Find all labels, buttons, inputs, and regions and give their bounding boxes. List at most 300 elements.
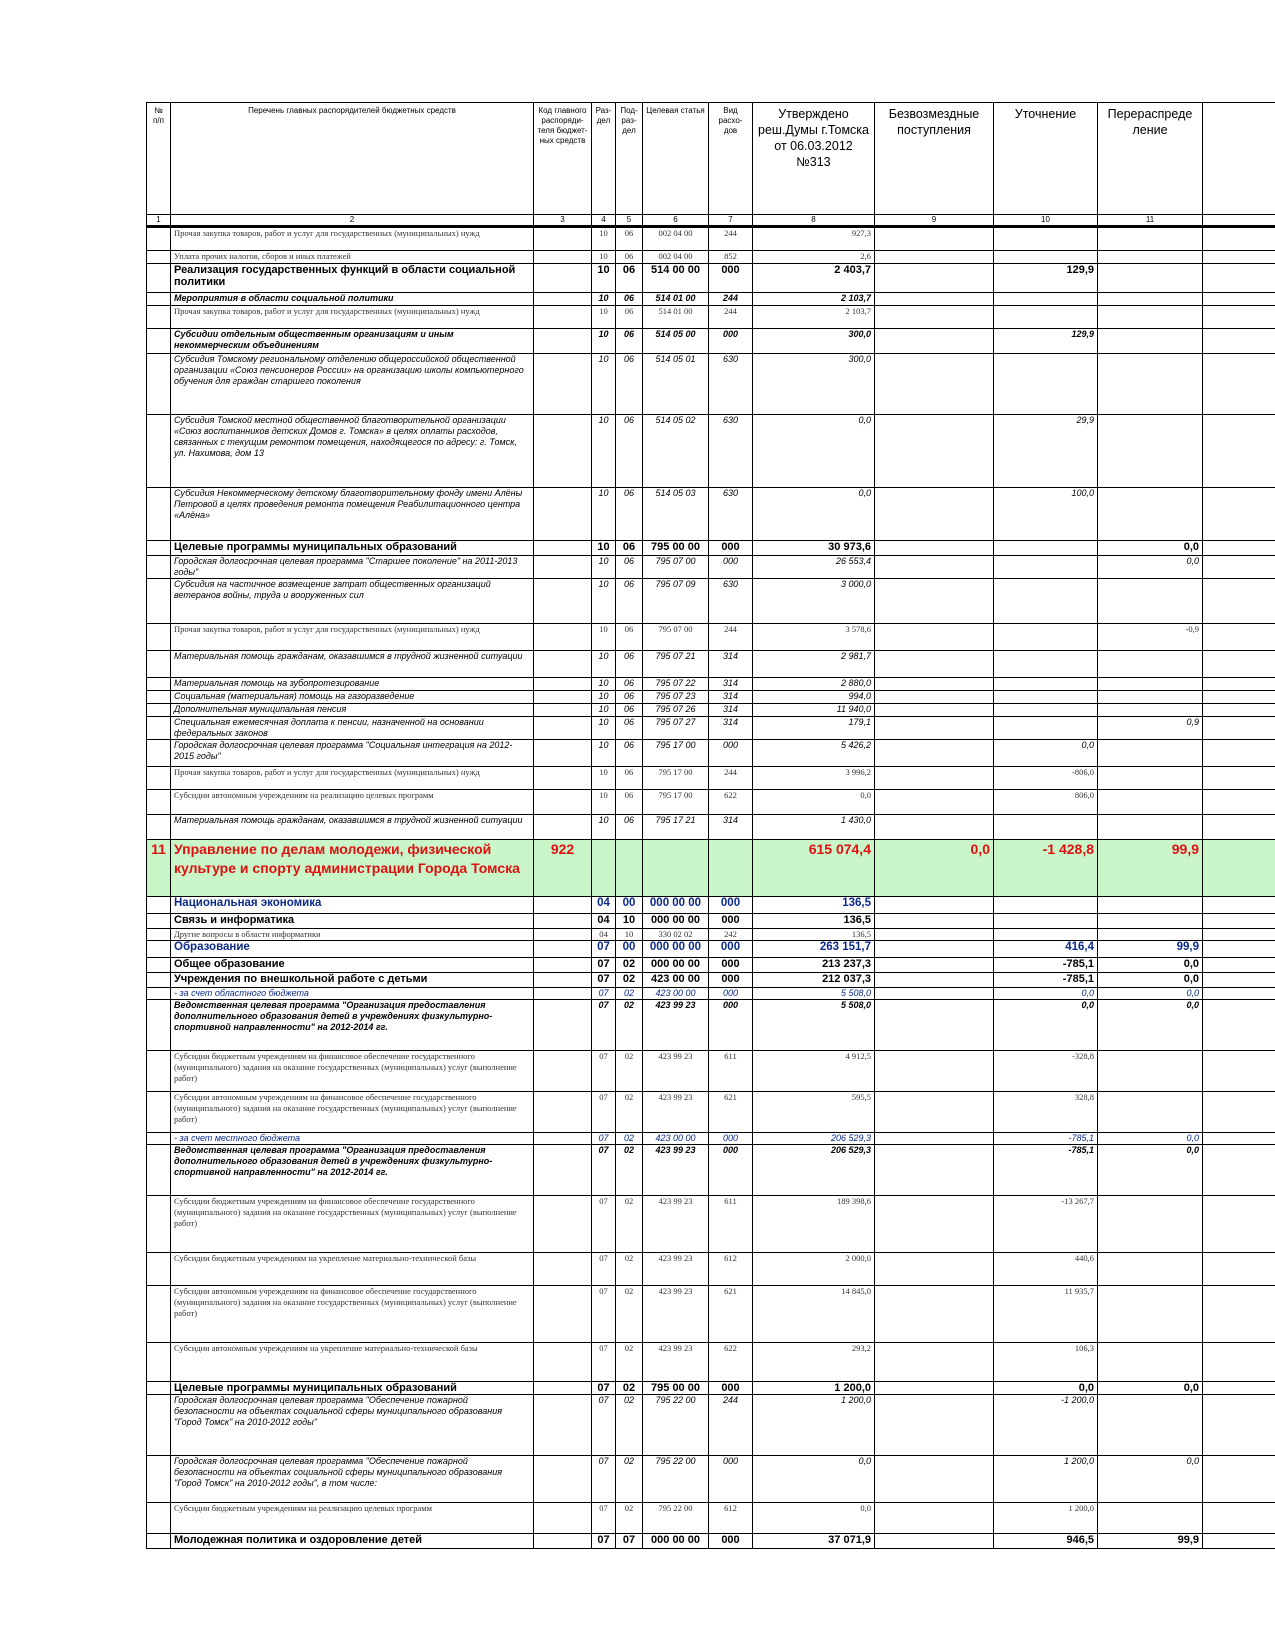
cell-celevaya: 795 17 00 <box>643 740 709 767</box>
cell-utverzhdeno: 0,0 <box>753 1503 875 1534</box>
cell-bezvozmezd <box>875 1382 994 1395</box>
cell-pereraspred: 0,0 <box>1098 958 1203 973</box>
cell-extra <box>1203 1133 1275 1145</box>
cell-num <box>147 973 171 988</box>
cell-vid: 622 <box>709 790 753 815</box>
cell-extra <box>1203 293 1275 306</box>
cell-num <box>147 1000 171 1051</box>
cell-razdel: 07 <box>592 1092 616 1133</box>
cell-pereraspred <box>1098 678 1203 691</box>
cell-pereraspred: 0,0 <box>1098 1456 1203 1503</box>
cell-name: Субсидия Некоммерческому детскому благотворительному фонду имени Алёны Петровой в целях проведения ремонта помещения Реабилитационного центра «Алёна» <box>171 488 534 541</box>
cell-extra <box>1203 329 1275 354</box>
cell-podrazdel: 02 <box>616 1051 643 1092</box>
cell-name: Связь и информатика <box>171 914 534 929</box>
cell-extra <box>1203 840 1275 897</box>
cell-name: Прочая закупка товаров, работ и услуг для государственных (муниципальных) нужд <box>171 306 534 329</box>
cell-utochnenie: 416,4 <box>994 941 1098 958</box>
cell-num: 11 <box>147 840 171 897</box>
cell-bezvozmezd <box>875 651 994 678</box>
cell-bezvozmezd <box>875 929 994 941</box>
cell-name: Ведомственная целевая программа "Организация предоставления дополнительного образования детей в учреждениях физкультурно-спортивной направленности" на 2012-2014 гг. <box>171 1145 534 1196</box>
cell-celevaya: 795 22 00 <box>643 1503 709 1534</box>
cell-pereraspred: 0,0 <box>1098 1000 1203 1051</box>
cell-vid: 852 <box>709 251 753 264</box>
cell-pereraspred: 99,9 <box>1098 1534 1203 1549</box>
cell-vid: 314 <box>709 651 753 678</box>
cell-bezvozmezd <box>875 251 994 264</box>
cell-celevaya: 795 07 22 <box>643 678 709 691</box>
table-row <box>147 1343 1275 1382</box>
cell-utochnenie: 29,9 <box>994 415 1098 488</box>
cell-kod <box>534 488 592 541</box>
cell-pereraspred: 0,0 <box>1098 1133 1203 1145</box>
cell-name: Городская долгосрочная целевая программа "Социальная интеграция на 2012-2015 годы" <box>171 740 534 767</box>
table-row <box>147 293 1275 306</box>
header-bezvozmezd: Безвозмездные поступления <box>875 103 994 215</box>
cell-kod <box>534 1133 592 1145</box>
cell-bezvozmezd <box>875 958 994 973</box>
cell-pereraspred <box>1098 767 1203 790</box>
header-razdel: Раз-дел <box>592 103 616 215</box>
cell-pereraspred <box>1098 1286 1203 1343</box>
cell-razdel: 04 <box>592 897 616 914</box>
cell-num <box>147 488 171 541</box>
cell-extra <box>1203 929 1275 941</box>
cell-celevaya: 002 04 00 <box>643 251 709 264</box>
cell-celevaya: 795 00 00 <box>643 541 709 556</box>
cell-num <box>147 1456 171 1503</box>
cell-kod <box>534 651 592 678</box>
cell-name: Реализация государственных функций в области социальной политики <box>171 264 534 293</box>
cell-pereraspred <box>1098 1503 1203 1534</box>
cell-utverzhdeno: 263 151,7 <box>753 941 875 958</box>
cell-utochnenie: 806,0 <box>994 790 1098 815</box>
cell-name: - за счет областного бюджета <box>171 988 534 1000</box>
colnum: 9 <box>875 215 994 227</box>
cell-bezvozmezd <box>875 897 994 914</box>
cell-razdel: 10 <box>592 579 616 624</box>
cell-celevaya: 423 99 23 <box>643 1092 709 1133</box>
cell-razdel <box>592 840 616 897</box>
header-utochnenie: Уточнение <box>994 103 1098 215</box>
cell-num <box>147 1133 171 1145</box>
cell-vid: 630 <box>709 579 753 624</box>
cell-celevaya: 795 22 00 <box>643 1395 709 1456</box>
cell-utochnenie <box>994 897 1098 914</box>
cell-name: Субсидии отдельным общественным организациям и иным некоммерческим объединениям <box>171 329 534 354</box>
cell-utochnenie: -785,1 <box>994 973 1098 988</box>
cell-utverzhdeno: 4 912,5 <box>753 1051 875 1092</box>
cell-razdel: 07 <box>592 973 616 988</box>
cell-celevaya: 000 00 00 <box>643 941 709 958</box>
cell-num <box>147 415 171 488</box>
cell-celevaya: 000 00 00 <box>643 897 709 914</box>
cell-celevaya: 514 01 00 <box>643 306 709 329</box>
cell-extra <box>1203 251 1275 264</box>
cell-pereraspred <box>1098 704 1203 717</box>
cell-podrazdel: 02 <box>616 1395 643 1456</box>
cell-name: Субсидия Томскому региональному отделению общероссийской общественной организации «Союз пенсионеров России» на организацию школы компьютерного обучения для граждан старшего поколения <box>171 354 534 415</box>
table-row <box>147 941 1275 958</box>
table-header-row <box>147 103 1275 215</box>
cell-name: Прочая закупка товаров, работ и услуг для государственных (муниципальных) нужд <box>171 624 534 651</box>
cell-pereraspred <box>1098 897 1203 914</box>
cell-celevaya: 423 99 23 <box>643 1051 709 1092</box>
table-row <box>147 1196 1275 1253</box>
cell-vid: 244 <box>709 293 753 306</box>
cell-razdel: 07 <box>592 941 616 958</box>
cell-razdel: 10 <box>592 541 616 556</box>
cell-vid: 242 <box>709 929 753 941</box>
cell-bezvozmezd <box>875 1000 994 1051</box>
cell-vid <box>709 840 753 897</box>
cell-name: Мероприятия в области социальной политики <box>171 293 534 306</box>
cell-extra <box>1203 579 1275 624</box>
cell-pereraspred: 0,0 <box>1098 1382 1203 1395</box>
cell-utverzhdeno: 5 508,0 <box>753 1000 875 1051</box>
cell-vid: 314 <box>709 717 753 740</box>
cell-razdel: 10 <box>592 556 616 579</box>
cell-pereraspred <box>1098 914 1203 929</box>
cell-pereraspred <box>1098 227 1203 251</box>
cell-vid: 244 <box>709 624 753 651</box>
cell-utochnenie <box>994 651 1098 678</box>
cell-podrazdel: 06 <box>616 264 643 293</box>
cell-podrazdel: 02 <box>616 1286 643 1343</box>
cell-celevaya: 795 07 00 <box>643 556 709 579</box>
table-row <box>147 988 1275 1000</box>
cell-kod <box>534 941 592 958</box>
cell-bezvozmezd <box>875 329 994 354</box>
cell-kod <box>534 790 592 815</box>
cell-razdel: 10 <box>592 624 616 651</box>
cell-utochnenie <box>994 293 1098 306</box>
cell-num <box>147 988 171 1000</box>
cell-podrazdel <box>616 840 643 897</box>
cell-num <box>147 1253 171 1286</box>
cell-bezvozmezd <box>875 1343 994 1382</box>
cell-razdel: 10 <box>592 790 616 815</box>
cell-utverzhdeno: 2 103,7 <box>753 293 875 306</box>
cell-celevaya: 795 17 21 <box>643 815 709 840</box>
header-num: № п/п <box>147 103 171 215</box>
cell-utochnenie <box>994 717 1098 740</box>
table-row <box>147 1092 1275 1133</box>
table-row <box>147 227 1275 251</box>
cell-celevaya: 423 00 00 <box>643 1133 709 1145</box>
cell-celevaya: 423 99 23 <box>643 1253 709 1286</box>
cell-podrazdel: 00 <box>616 941 643 958</box>
cell-num <box>147 740 171 767</box>
cell-bezvozmezd <box>875 488 994 541</box>
header-pereraspred: Перераспреде ление <box>1098 103 1203 215</box>
cell-name: Целевые программы муниципальных образований <box>171 541 534 556</box>
cell-razdel: 07 <box>592 988 616 1000</box>
cell-razdel: 10 <box>592 704 616 717</box>
cell-celevaya: 514 01 00 <box>643 293 709 306</box>
cell-bezvozmezd <box>875 988 994 1000</box>
cell-pereraspred: 0,0 <box>1098 556 1203 579</box>
cell-kod <box>534 1145 592 1196</box>
cell-extra <box>1203 556 1275 579</box>
cell-kod <box>534 691 592 704</box>
header-podrazdel: Под-раз-дел <box>616 103 643 215</box>
cell-bezvozmezd <box>875 1395 994 1456</box>
cell-num <box>147 579 171 624</box>
cell-vid: 000 <box>709 958 753 973</box>
table-row <box>147 329 1275 354</box>
cell-vid: 000 <box>709 264 753 293</box>
cell-kod <box>534 1092 592 1133</box>
cell-pereraspred <box>1098 929 1203 941</box>
cell-razdel: 10 <box>592 354 616 415</box>
cell-extra <box>1203 958 1275 973</box>
cell-num <box>147 1343 171 1382</box>
cell-utverzhdeno: 595,5 <box>753 1092 875 1133</box>
cell-kod <box>534 579 592 624</box>
cell-kod <box>534 293 592 306</box>
cell-kod <box>534 897 592 914</box>
cell-name: Городская долгосрочная целевая программа "Обеспечение пожарной безопасности на объектах социальной сферы муниципального образования "Город Томск" на 2010-2012 годы", в том числе: <box>171 1456 534 1503</box>
cell-name: Субсидии бюджетным учреждениям на укрепление материально-технической базы <box>171 1253 534 1286</box>
colnum-extra <box>1203 215 1275 227</box>
cell-celevaya: 795 07 26 <box>643 704 709 717</box>
table-row <box>147 264 1275 293</box>
cell-vid: 000 <box>709 1456 753 1503</box>
cell-utochnenie <box>994 579 1098 624</box>
cell-name: Социальная (материальная) помощь на газоразведение <box>171 691 534 704</box>
cell-celevaya: 514 05 03 <box>643 488 709 541</box>
cell-utochnenie <box>994 815 1098 840</box>
cell-num <box>147 1534 171 1549</box>
cell-utochnenie: -785,1 <box>994 1145 1098 1196</box>
cell-utochnenie: 100,0 <box>994 488 1098 541</box>
cell-pereraspred <box>1098 790 1203 815</box>
table-row <box>147 678 1275 691</box>
colnum: 8 <box>753 215 875 227</box>
cell-extra <box>1203 767 1275 790</box>
cell-vid: 244 <box>709 227 753 251</box>
cell-razdel: 10 <box>592 767 616 790</box>
header-name: Перечень главных распорядителей бюджетных средств <box>171 103 534 215</box>
cell-pereraspred <box>1098 691 1203 704</box>
cell-kod <box>534 264 592 293</box>
cell-bezvozmezd <box>875 1092 994 1133</box>
cell-vid: 000 <box>709 1382 753 1395</box>
cell-num <box>147 704 171 717</box>
cell-celevaya: 423 99 23 <box>643 1343 709 1382</box>
cell-utochnenie <box>994 929 1098 941</box>
cell-celevaya: 423 99 23 <box>643 1196 709 1253</box>
cell-bezvozmezd <box>875 1456 994 1503</box>
cell-num <box>147 790 171 815</box>
cell-vid: 000 <box>709 541 753 556</box>
cell-vid: 611 <box>709 1051 753 1092</box>
cell-kod <box>534 929 592 941</box>
cell-num <box>147 227 171 251</box>
cell-extra <box>1203 541 1275 556</box>
cell-pereraspred: 99,9 <box>1098 840 1203 897</box>
cell-bezvozmezd <box>875 293 994 306</box>
cell-utverzhdeno: 2 103,7 <box>753 306 875 329</box>
cell-bezvozmezd <box>875 1503 994 1534</box>
cell-razdel: 07 <box>592 1145 616 1196</box>
cell-utverzhdeno: 293,2 <box>753 1343 875 1382</box>
cell-num <box>147 1395 171 1456</box>
cell-pereraspred <box>1098 579 1203 624</box>
cell-razdel: 07 <box>592 1253 616 1286</box>
cell-utverzhdeno: 2 880,0 <box>753 678 875 691</box>
cell-podrazdel: 07 <box>616 1534 643 1549</box>
cell-vid: 611 <box>709 1196 753 1253</box>
table-row <box>147 1395 1275 1456</box>
cell-bezvozmezd <box>875 541 994 556</box>
cell-celevaya: 514 05 02 <box>643 415 709 488</box>
cell-podrazdel: 02 <box>616 1456 643 1503</box>
cell-podrazdel: 06 <box>616 740 643 767</box>
cell-utverzhdeno: 136,5 <box>753 897 875 914</box>
cell-num <box>147 1145 171 1196</box>
cell-num <box>147 941 171 958</box>
cell-num <box>147 251 171 264</box>
header-vid: Вид расхо-дов <box>709 103 753 215</box>
cell-celevaya: 000 00 00 <box>643 1534 709 1549</box>
cell-utochnenie <box>994 541 1098 556</box>
cell-extra <box>1203 227 1275 251</box>
cell-pereraspred <box>1098 651 1203 678</box>
cell-extra <box>1203 973 1275 988</box>
cell-utochnenie: -1 428,8 <box>994 840 1098 897</box>
cell-celevaya: 795 00 00 <box>643 1382 709 1395</box>
header-utverzhdeno: Утверждено реш.Думы г.Томска от 06.03.2012 №313 <box>753 103 875 215</box>
cell-podrazdel: 02 <box>616 1343 643 1382</box>
cell-utverzhdeno: 927,3 <box>753 227 875 251</box>
cell-extra <box>1203 1286 1275 1343</box>
cell-razdel: 10 <box>592 251 616 264</box>
table-row <box>147 840 1275 897</box>
cell-podrazdel: 06 <box>616 579 643 624</box>
table-row <box>147 897 1275 914</box>
table-row <box>147 251 1275 264</box>
cell-bezvozmezd <box>875 691 994 704</box>
cell-utverzhdeno: 1 200,0 <box>753 1395 875 1456</box>
cell-name: Материальная помощь на зубопротезирование <box>171 678 534 691</box>
cell-vid: 622 <box>709 1343 753 1382</box>
cell-extra <box>1203 678 1275 691</box>
cell-vid: 000 <box>709 988 753 1000</box>
cell-name: Городская долгосрочная целевая программа "Старшее поколение" на 2011-2013 годы" <box>171 556 534 579</box>
cell-vid: 000 <box>709 329 753 354</box>
cell-name: Прочая закупка товаров, работ и услуг для государственных (муниципальных) нужд <box>171 227 534 251</box>
cell-podrazdel: 06 <box>616 415 643 488</box>
cell-utverzhdeno: 3 000,0 <box>753 579 875 624</box>
cell-utverzhdeno: 300,0 <box>753 329 875 354</box>
cell-podrazdel: 06 <box>616 790 643 815</box>
cell-vid: 000 <box>709 1133 753 1145</box>
table-row <box>147 556 1275 579</box>
cell-num <box>147 691 171 704</box>
cell-kod <box>534 767 592 790</box>
cell-kod <box>534 1456 592 1503</box>
cell-utochnenie <box>994 556 1098 579</box>
cell-bezvozmezd <box>875 717 994 740</box>
cell-pereraspred: 99,9 <box>1098 941 1203 958</box>
cell-name: Уплата прочих налогов, сборов и иных платежей <box>171 251 534 264</box>
cell-extra <box>1203 1000 1275 1051</box>
colnum: 11 <box>1098 215 1203 227</box>
cell-name: Субсидии автономным учреждениям на финансовое обеспечение государственного (муниципального) задания на оказание государственных (муниципальных) услуг (выполнение работ) <box>171 1092 534 1133</box>
cell-utverzhdeno: 2,6 <box>753 251 875 264</box>
cell-vid: 314 <box>709 678 753 691</box>
cell-celevaya: 795 22 00 <box>643 1456 709 1503</box>
cell-podrazdel: 06 <box>616 704 643 717</box>
cell-kod <box>534 1286 592 1343</box>
cell-celevaya: 000 00 00 <box>643 914 709 929</box>
cell-extra <box>1203 415 1275 488</box>
cell-celevaya: 795 07 21 <box>643 651 709 678</box>
cell-razdel: 04 <box>592 929 616 941</box>
cell-utochnenie <box>994 678 1098 691</box>
cell-pereraspred <box>1098 329 1203 354</box>
cell-vid: 621 <box>709 1092 753 1133</box>
cell-utverzhdeno: 189 398,6 <box>753 1196 875 1253</box>
cell-bezvozmezd <box>875 815 994 840</box>
cell-bezvozmezd <box>875 1286 994 1343</box>
cell-celevaya: 795 07 00 <box>643 624 709 651</box>
cell-name: Управление по делам молодежи, физической культуре и спорту администрации Города Томска <box>171 840 534 897</box>
cell-bezvozmezd <box>875 227 994 251</box>
cell-num <box>147 624 171 651</box>
cell-razdel: 07 <box>592 1534 616 1549</box>
cell-utochnenie <box>994 227 1098 251</box>
cell-kod <box>534 1196 592 1253</box>
cell-podrazdel: 06 <box>616 541 643 556</box>
cell-bezvozmezd <box>875 740 994 767</box>
cell-utverzhdeno: 615 074,4 <box>753 840 875 897</box>
cell-num <box>147 1092 171 1133</box>
cell-name: Субсидии бюджетным учреждениям на реализацию целевых программ <box>171 1503 534 1534</box>
cell-bezvozmezd <box>875 767 994 790</box>
cell-utochnenie: 0,0 <box>994 1000 1098 1051</box>
cell-pereraspred <box>1098 354 1203 415</box>
cell-name: Субсидии бюджетным учреждениям на финансовое обеспечение государственного (муниципального) задания на оказание государственных (муниципальных) услуг (выполнение работ) <box>171 1051 534 1092</box>
cell-num <box>147 556 171 579</box>
colnum: 2 <box>171 215 534 227</box>
cell-vid: 612 <box>709 1253 753 1286</box>
cell-extra <box>1203 1534 1275 1549</box>
cell-kod <box>534 1382 592 1395</box>
cell-bezvozmezd: 0,0 <box>875 840 994 897</box>
cell-vid: 000 <box>709 914 753 929</box>
cell-vid: 630 <box>709 488 753 541</box>
cell-pereraspred <box>1098 488 1203 541</box>
cell-kod <box>534 678 592 691</box>
cell-podrazdel: 06 <box>616 556 643 579</box>
cell-utochnenie <box>994 704 1098 717</box>
cell-utochnenie: -785,1 <box>994 958 1098 973</box>
cell-kod <box>534 354 592 415</box>
cell-utochnenie: 440,6 <box>994 1253 1098 1286</box>
cell-utochnenie: 0,0 <box>994 740 1098 767</box>
cell-utverzhdeno: 136,5 <box>753 929 875 941</box>
cell-bezvozmezd <box>875 1133 994 1145</box>
colnum: 4 <box>592 215 616 227</box>
table-row <box>147 1051 1275 1092</box>
table-row <box>147 651 1275 678</box>
cell-podrazdel: 02 <box>616 1000 643 1051</box>
cell-razdel: 10 <box>592 740 616 767</box>
